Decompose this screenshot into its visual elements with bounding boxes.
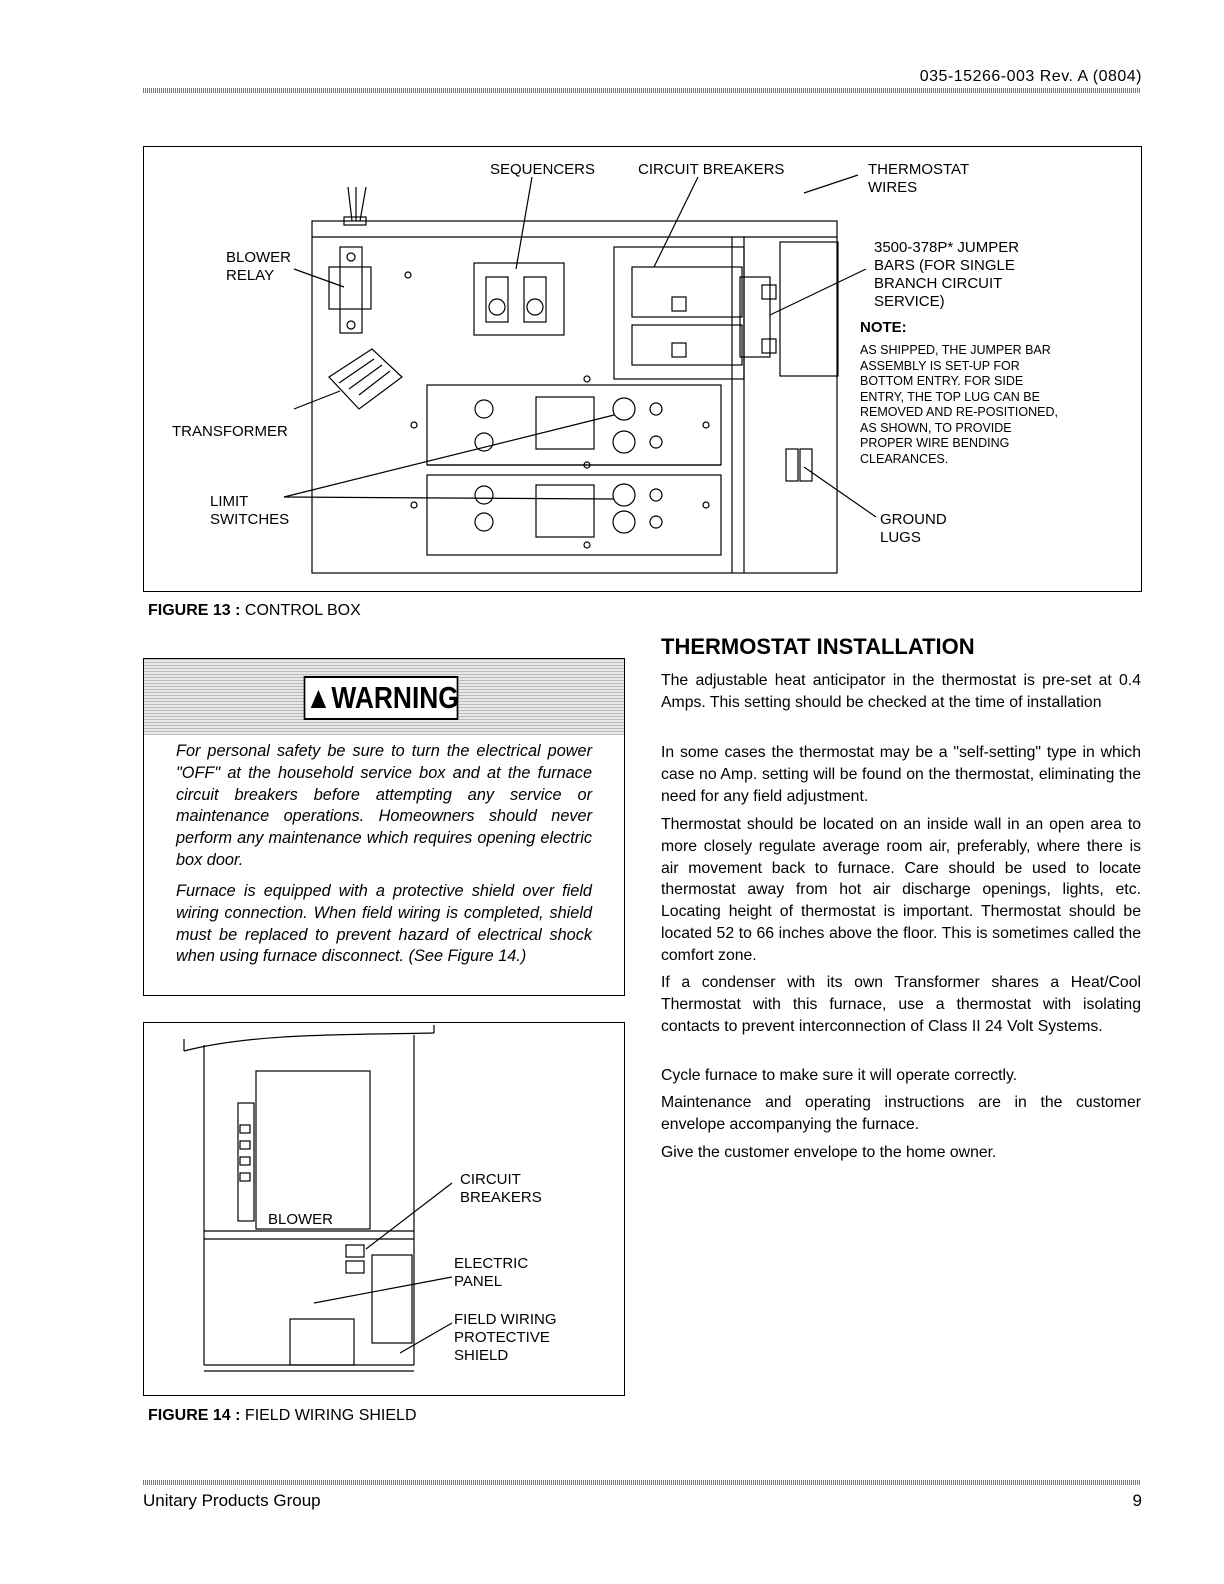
para-4: If a condenser with its own Transformer shares a Heat/Cool Thermostat with this furnace, use a thermostat with isolating contacts to prevent interconnection of Class II 24 Volt Systems.	[661, 974, 1141, 1035]
figure-13-box	[143, 146, 1142, 592]
page-number: 9	[1132, 1491, 1142, 1510]
note-title: NOTE:	[860, 319, 907, 336]
warning-triangle-icon: ▲	[305, 680, 332, 715]
para-6: Maintenance and operating instructions are in the customer envelope accompanying the furnace.	[661, 1094, 1141, 1133]
label-ground-lugs: GROUND LUGS	[880, 511, 947, 546]
warning-title: WARNING	[331, 680, 459, 715]
figure-14-caption: FIGURE 14 : FIELD WIRING SHIELD	[148, 1407, 417, 1424]
label-electric-panel: ELECTRIC PANEL	[454, 1255, 529, 1290]
label-circuit-breakers: CIRCUIT BREAKERS	[638, 161, 785, 178]
header-rule	[143, 88, 1141, 93]
label-thermostat-wires: THERMOSTAT WIRES	[868, 161, 970, 196]
document-number: 035-15266-003 Rev. A (0804)	[919, 68, 1142, 85]
para-5: Cycle furnace to make sure it will operate correctly.	[661, 1067, 1018, 1084]
label-jumper-bars: 3500-378P* JUMPER BARS (FOR SINGLE BRANCH CIRCUIT SERVICE)	[874, 239, 1020, 310]
label-fig14-circuit-breakers: CIRCUIT BREAKERS	[460, 1171, 542, 1206]
note-text: AS SHIPPED, THE JUMPER BAR ASSEMBLY IS SET-UP FOR BOTTOM ENTRY. FOR SIDE ENTRY, THE TOP LUG CAN BE REMOVED AND RE-POSITIONED, AS SHOWN, TO PROVIDE PROPER WIRE BENDING CLEARANCES.	[860, 343, 1058, 466]
warning-paragraph-2: Furnace is equipped with a protective shield over field wiring connection. When field wiring is completed, shield must be replaced to prevent hazard of electrical shock when using furnace disconnect. (See Figure 14.)	[176, 882, 592, 966]
figure-13-caption: FIGURE 13 : CONTROL BOX	[148, 602, 361, 619]
label-sequencers: SEQUENCERS	[490, 161, 596, 178]
footer-company: Unitary Products Group	[143, 1491, 321, 1510]
section-heading: THERMOSTAT INSTALLATION	[661, 634, 975, 659]
para-2: In some cases the thermostat may be a "self-setting" type in which case no Amp. setting will be found on the thermostat, eliminating the need for any field adjustment.	[661, 744, 1141, 805]
para-3: Thermostat should be located on an inside wall in an open area to more closely regulate average room air, preferably, where there is air movement back to furnace. Care should be used to locate thermostat away from hot air discharge openings, lights, etc. Locating height of thermostat is important. Thermostat should be located 52 to 66 inches above the floor. This is sometimes called the comfort zone.	[661, 816, 1141, 964]
label-blower-relay: BLOWER RELAY	[226, 249, 292, 284]
label-transformer: TRANSFORMER	[172, 423, 288, 440]
label-field-wiring-shield: FIELD WIRING PROTECTIVE SHIELD	[454, 1311, 557, 1364]
label-blower: BLOWER	[268, 1211, 334, 1228]
figure-14-box	[143, 1022, 625, 1396]
footer-rule	[143, 1480, 1141, 1485]
para-1: The adjustable heat anticipator in the thermostat is pre-set at 0.4 Amps. This setting should be checked at the time of installation	[661, 672, 1141, 711]
label-limit-switches: LIMIT SWITCHES	[210, 493, 290, 528]
warning-box	[143, 658, 625, 996]
para-7: Give the customer envelope to the home owner.	[661, 1144, 997, 1161]
warning-badge	[304, 676, 459, 720]
warning-paragraph-1: For personal safety be sure to turn the electrical power "OFF" at the household service box and at the furnace circuit breakers before attempting any service or maintenance operations. Homeowners should never perform any maintenance which requires opening electric box door.	[176, 742, 592, 869]
